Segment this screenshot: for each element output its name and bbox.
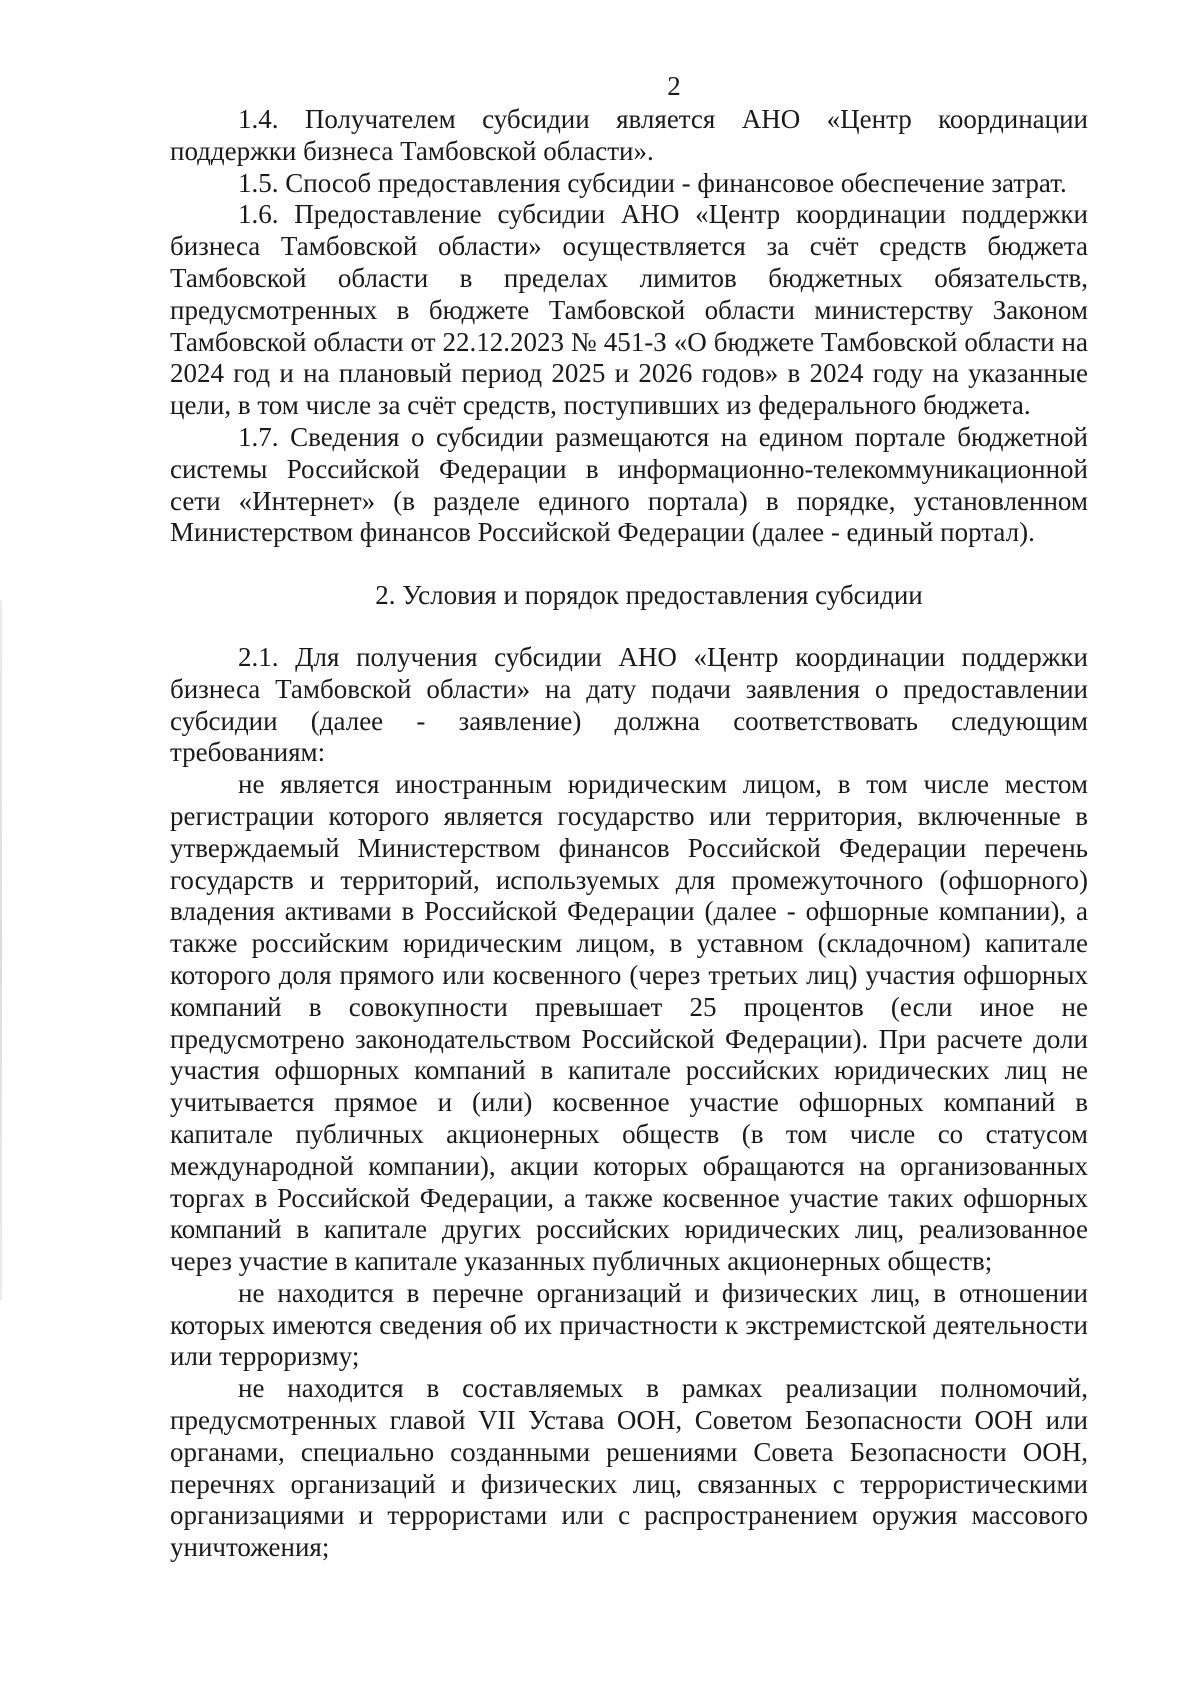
- page-number: 2: [667, 71, 681, 101]
- paragraph-1-6: 1.6. Предоставление субсидии АНО «Центр координации поддержки бизнеса Тамбовской области» осуществляется за счёт средств бюджета Тамбовской области в пределах лимитов бюджетных обязательств, предусмотренных в бюджете Тамбовской области министерству Законом Тамбовской области от 22.12.2023 № 451-З «О бюджете Тамбовской области на 2024 год и на плановый период 2025 и 2026 годов» в 2024 году на указанные цели, в том числе за счёт средств, поступивших из федерального бюджета.: [170, 199, 1088, 421]
- paragraph-1-7: 1.7. Сведения о субсидии размещаются на едином портале бюджетной системы Российской Федерации в информационно-телекоммуникационной сети «Интернет» (в разделе единого портала) в порядке, установленном Министерством финансов Российской Федерации (далее - единый портал).: [170, 421, 1088, 548]
- section-2-heading: 2. Условия и порядок предоставления субсидии: [375, 580, 923, 611]
- paragraph-1-5: 1.5. Способ предоставления субсидии - финансовое обеспечение затрат.: [238, 167, 1067, 198]
- paragraph-1-4: 1.4. Получателем субсидии является АНО «Центр координации поддержки бизнеса Тамбовской области».: [170, 104, 1088, 166]
- requirement-not-foreign-entity: не является иностранным юридическим лицом, в том числе местом регистрации которого является государство или территория, включенные в утверждаемый Министерством финансов Российской Федерации перечень государств и территорий, используемых для промежуточного (офшорного) владения активами в Российской Федерации (далее - офшорные компании), а также российским юридическим лицом, в уставном (складочном) капитале которого доля прямого или косвенного (через третьих лиц) участия офшорных компаний в совокупности превышает 25 процентов (если иное не предусмотрено законодательством Российской Федерации). При расчете доли участия офшорных компаний в капитале российских юридических лиц не учитывается прямое и (или) косвенное участие офшорных компаний в капитале публичных акционерных обществ (в том числе со статусом международной компании), акции которых обращаются на организованных торгах в Российской Федерации, а также косвенное участие таких офшорных компаний в капитале других российских юридических лиц, реализованное через участие в капитале указанных публичных акционерных обществ;: [170, 769, 1088, 1277]
- requirement-not-un-sanctions-list: не находится в составляемых в рамках реализации полномочий, предусмотренных главой VII Устава ООН, Советом Безопасности ООН или органами, специально созданными решениями Совета Безопасности ООН, перечнях организаций и физических лиц, связанных с террористическими организациями и террористами или с распространением оружия массового уничтожения;: [170, 1373, 1088, 1563]
- paragraph-2-1: 2.1. Для получения субсидии АНО «Центр координации поддержки бизнеса Тамбовской области» на дату подачи заявления о предоставлении субсидии (далее - заявление) должна соответствовать следующим требованиям:: [170, 641, 1088, 768]
- requirement-not-extremist-list: не находится в перечне организаций и физических лиц, в отношении которых имеются сведения об их причастности к экстремистской деятельности или терроризму;: [170, 1277, 1088, 1372]
